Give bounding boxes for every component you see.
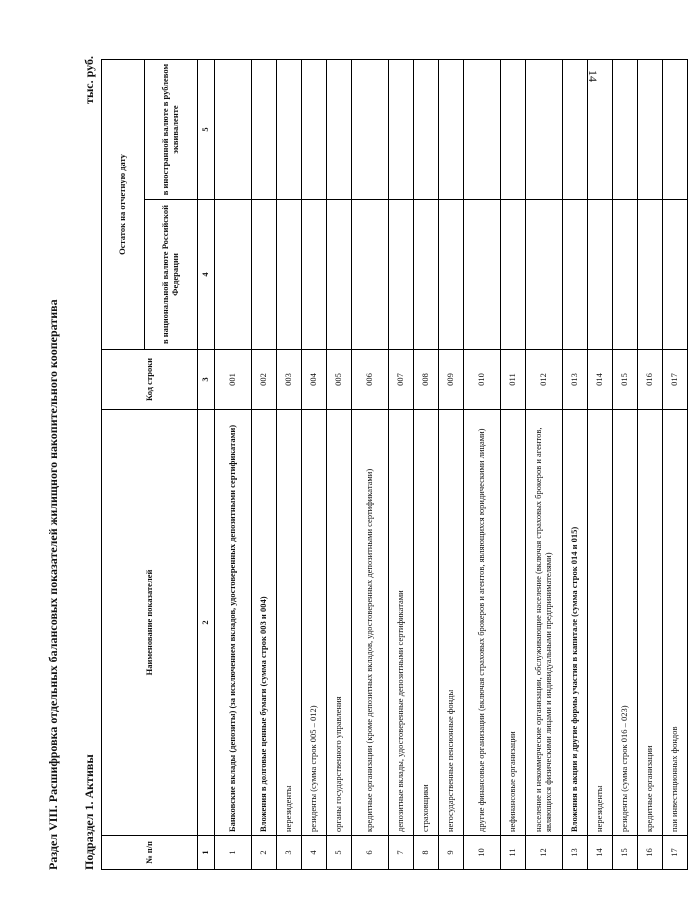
table-row (588, 60, 613, 870)
header-code: Код строки (102, 350, 198, 410)
header-num: № п/п (102, 836, 198, 870)
row-value-foreign (277, 60, 302, 200)
row-indicator-name: нерезиденты (588, 410, 613, 836)
row-value-foreign (439, 60, 464, 200)
row-number: 5 (327, 836, 352, 870)
row-value-national (526, 200, 563, 350)
row-indicator-name: органы государственного управления (327, 410, 352, 836)
row-code: 016 (638, 350, 663, 410)
row-indicator-name: другие финансовые организации (включая страховых брокеров и агентов, являющихся юридическими лицами) (464, 410, 501, 836)
row-indicator-name: резиденты (сумма строк 016 – 023) (613, 410, 638, 836)
table-row (464, 60, 501, 870)
row-value-foreign (613, 60, 638, 200)
row-value-foreign (352, 60, 389, 200)
row-value-national (501, 200, 526, 350)
table-row (327, 60, 352, 870)
row-value-foreign (663, 60, 688, 200)
row-code: 001 (215, 350, 252, 410)
table-row (638, 60, 663, 870)
row-value-national (277, 200, 302, 350)
row-code: 014 (588, 350, 613, 410)
row-number: 15 (613, 836, 638, 870)
row-code: 011 (501, 350, 526, 410)
row-number: 16 (638, 836, 663, 870)
row-indicator-name: кредитные организации (кроме депозитных вкладов, удостоверенных депозитными сертификатами) (352, 410, 389, 836)
row-number: 9 (439, 836, 464, 870)
row-number: 13 (563, 836, 588, 870)
row-code: 007 (389, 350, 414, 410)
row-value-foreign (526, 60, 563, 200)
row-value-national (613, 200, 638, 350)
table-row (613, 60, 638, 870)
row-code: 004 (302, 350, 327, 410)
row-code: 002 (252, 350, 277, 410)
row-value-foreign (638, 60, 663, 200)
table-row (414, 60, 439, 870)
table-row (352, 60, 389, 870)
table-row (526, 60, 563, 870)
table-row (277, 60, 302, 870)
row-number: 17 (663, 836, 688, 870)
row-value-foreign (501, 60, 526, 200)
index-cell: 2 (198, 410, 215, 836)
header-balance-group: Остаток на отчетную дату (102, 60, 145, 350)
index-cell: 1 (198, 836, 215, 870)
table-row (501, 60, 526, 870)
row-value-national (439, 200, 464, 350)
table-row (302, 60, 327, 870)
row-number: 4 (302, 836, 327, 870)
row-code: 015 (613, 350, 638, 410)
assets-table (101, 59, 688, 870)
row-value-foreign (464, 60, 501, 200)
table-row (663, 60, 688, 870)
row-code: 012 (526, 350, 563, 410)
row-indicator-name: нефинансовые организации (501, 410, 526, 836)
row-number: 14 (588, 836, 613, 870)
row-value-national (252, 200, 277, 350)
row-indicator-name: страховщики (414, 410, 439, 836)
row-value-national (663, 200, 688, 350)
row-indicator-name: население и некоммерческие организации, обслуживающие население (включая страховых брокеров и агентов, являющихся физическими лицами и индивидуальными предпринимателями) (526, 410, 563, 836)
row-code: 009 (439, 350, 464, 410)
row-code: 008 (414, 350, 439, 410)
subsection-title: Подраздел 1. Активы (82, 754, 96, 870)
row-number: 8 (414, 836, 439, 870)
row-code: 017 (663, 350, 688, 410)
row-value-national (352, 200, 389, 350)
header-national-currency: в национальной валюте Российской Федерации (145, 200, 198, 350)
section-title: Раздел VIII. Расшифровка отдельных балансовых показателей жилищного накопительного кооператива (46, 299, 60, 870)
row-number: 12 (526, 836, 563, 870)
unit-label: тыс. руб. (82, 56, 96, 104)
row-code: 010 (464, 350, 501, 410)
row-code: 013 (563, 350, 588, 410)
header-foreign-currency: в иностранной валюте в рублевом эквиваленте (145, 60, 198, 200)
row-indicator-name: резиденты (сумма строк 005 – 012) (302, 410, 327, 836)
row-indicator-name: Вложения в акции и другие формы участия в капитале (сумма строк 014 и 015) (563, 410, 588, 836)
row-indicator-name: нерезиденты (277, 410, 302, 836)
row-value-foreign (302, 60, 327, 200)
row-code: 006 (352, 350, 389, 410)
row-number: 6 (352, 836, 389, 870)
table-row (439, 60, 464, 870)
row-indicator-name: Вложения в долговые ценные бумаги (сумма строк 003 и 004) (252, 410, 277, 836)
row-value-foreign (389, 60, 414, 200)
row-value-foreign (327, 60, 352, 200)
index-cell: 3 (198, 350, 215, 410)
rotated-page-content (46, 50, 680, 870)
row-value-national (464, 200, 501, 350)
row-number: 3 (277, 836, 302, 870)
row-value-national (327, 200, 352, 350)
page-number: 14 (586, 70, 600, 82)
row-value-national (414, 200, 439, 350)
row-indicator-name: кредитные организации (638, 410, 663, 836)
row-number: 7 (389, 836, 414, 870)
row-indicator-name: паи инвестиционных фондов (663, 410, 688, 836)
row-value-national (588, 200, 613, 350)
row-indicator-name: Банковские вклады (депозиты) (за исключением вкладов, удостоверенных депозитными сертификатами) (215, 410, 252, 836)
row-value-national (215, 200, 252, 350)
row-indicator-name: депозитные вклады, удостоверенные депозитными сертификатами (389, 410, 414, 836)
row-value-national (563, 200, 588, 350)
row-number: 1 (215, 836, 252, 870)
table-row (563, 60, 588, 870)
row-value-foreign (215, 60, 252, 200)
table-row (215, 60, 252, 870)
row-value-national (302, 200, 327, 350)
row-value-national (638, 200, 663, 350)
row-value-foreign (563, 60, 588, 200)
row-value-foreign (588, 60, 613, 200)
index-cell: 5 (198, 60, 215, 200)
row-indicator-name: негосударственные пенсионные фонды (439, 410, 464, 836)
index-cell: 4 (198, 200, 215, 350)
row-code: 005 (327, 350, 352, 410)
header-name: Наименование показателей (102, 410, 198, 836)
row-value-foreign (414, 60, 439, 200)
row-value-foreign (252, 60, 277, 200)
row-value-national (389, 200, 414, 350)
table-row (389, 60, 414, 870)
row-number: 11 (501, 836, 526, 870)
column-index-row (198, 60, 215, 870)
row-code: 003 (277, 350, 302, 410)
row-number: 2 (252, 836, 277, 870)
table-row (252, 60, 277, 870)
row-number: 10 (464, 836, 501, 870)
